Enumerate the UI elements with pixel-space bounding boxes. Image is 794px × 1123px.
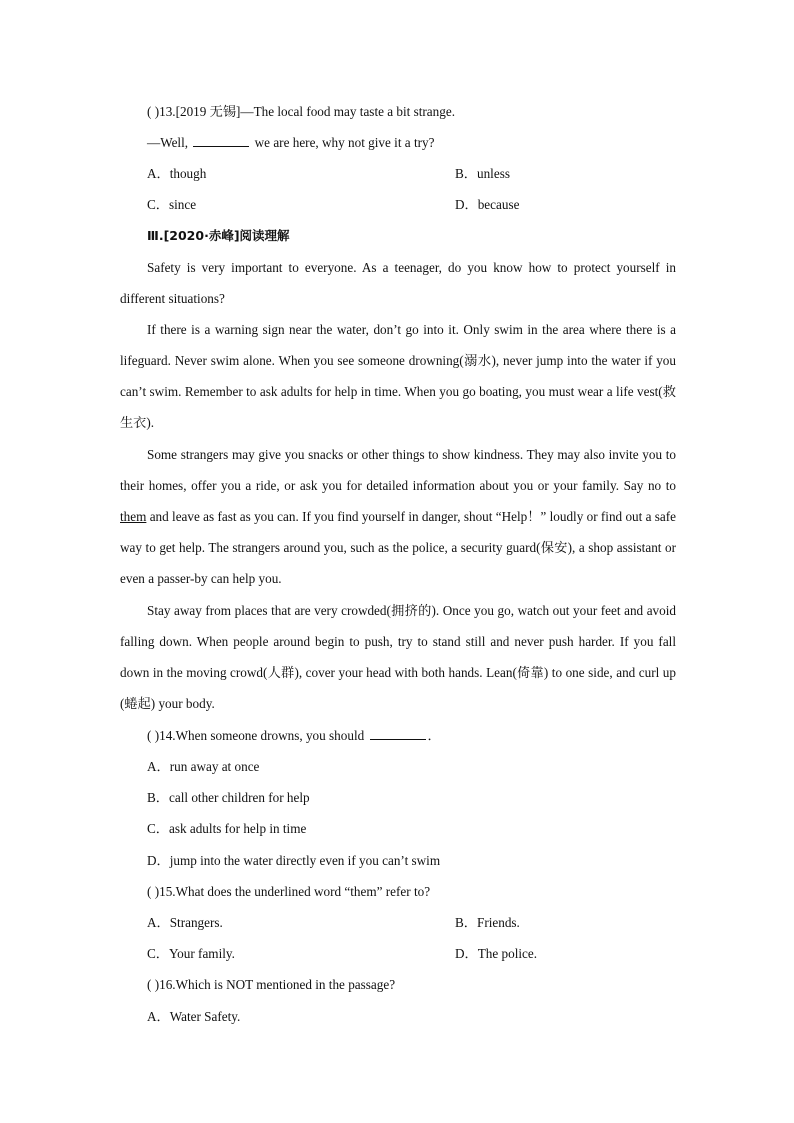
option-d: D．because bbox=[455, 197, 520, 212]
option-b: B．call other children for help bbox=[147, 790, 310, 805]
passage-paragraph-4: Stay away from places that are very crowded(拥挤的). Once you go, watch out your feet and avoid falling down. When people around begin to push, try to stand still and never push harder. If you fall down in the moving crowd(人群), cover your head with both hands. Lean(倚靠) to one side, and curl up (蜷起) your body. bbox=[120, 603, 676, 712]
answer-paren: ( ) bbox=[147, 728, 160, 743]
option-a: A．run away at once bbox=[147, 759, 260, 774]
option-b: B．Friends. bbox=[455, 915, 520, 930]
option-a: A．Strangers. bbox=[147, 915, 223, 930]
question-13-line2: —Well, we are here, why not give it a try? bbox=[147, 135, 435, 150]
question-stem: 14.When someone drowns, you should bbox=[159, 728, 365, 743]
passage-paragraph-3: Some strangers may give you snacks or other things to show kindness. They may also invite you to their homes, offer you a ride, or ask you for detailed information about you or your family. Say no to them and leave as fast as you can. If you find yourself in danger, shout “Help！” loudly or find out a safe way to get help. The strangers around you, such as the police, a security guard(保安), a shop assistant or even a passer-by can help you. bbox=[120, 447, 676, 587]
option-c: C．Your family. bbox=[147, 946, 235, 961]
answer-paren: ( ) bbox=[147, 884, 160, 899]
option-a: A．though bbox=[147, 166, 207, 181]
option-c: C．ask adults for help in time bbox=[147, 821, 307, 836]
option-d: D．jump into the water directly even if you can’t swim bbox=[147, 853, 441, 868]
fill-blank bbox=[370, 727, 426, 740]
passage-paragraph-2: If there is a warning sign near the water, don’t go into it. Only swim in the area where there is a lifeguard. Never swim alone. When you see someone drowning(溺水), never jump into the water if you can’t swim. Remember to ask adults for help in time. When you go boating, you must wear a life vest(救生衣). bbox=[120, 322, 676, 431]
option-b: B．unless bbox=[455, 166, 510, 181]
section-heading: Ⅲ.[2020·赤峰]阅读理解 bbox=[147, 228, 290, 243]
question-15 bbox=[147, 883, 430, 901]
question-stem: 13.[2019 无锡]—The local food may taste a bit strange. bbox=[159, 104, 456, 119]
question-stem: 15.What does the underlined word “them” refer to? bbox=[159, 884, 431, 899]
fill-blank bbox=[193, 134, 249, 147]
option-d: D．The police. bbox=[455, 946, 538, 961]
option-a: A．Water Safety. bbox=[147, 1009, 241, 1024]
question-13 bbox=[147, 103, 455, 121]
answer-paren: ( ) bbox=[147, 104, 160, 119]
underlined-word: them bbox=[120, 509, 147, 525]
question-16 bbox=[147, 976, 395, 994]
answer-paren: ( ) bbox=[147, 977, 160, 992]
question-stem: 16.Which is NOT mentioned in the passage? bbox=[159, 977, 396, 992]
question-14: ( )14.When someone drowns, you should ． bbox=[147, 728, 441, 743]
option-c: C．since bbox=[147, 197, 197, 212]
passage-paragraph-1: Safety is very important to everyone. As a teenager, do you know how to protect yourself in different situations? bbox=[120, 260, 676, 307]
